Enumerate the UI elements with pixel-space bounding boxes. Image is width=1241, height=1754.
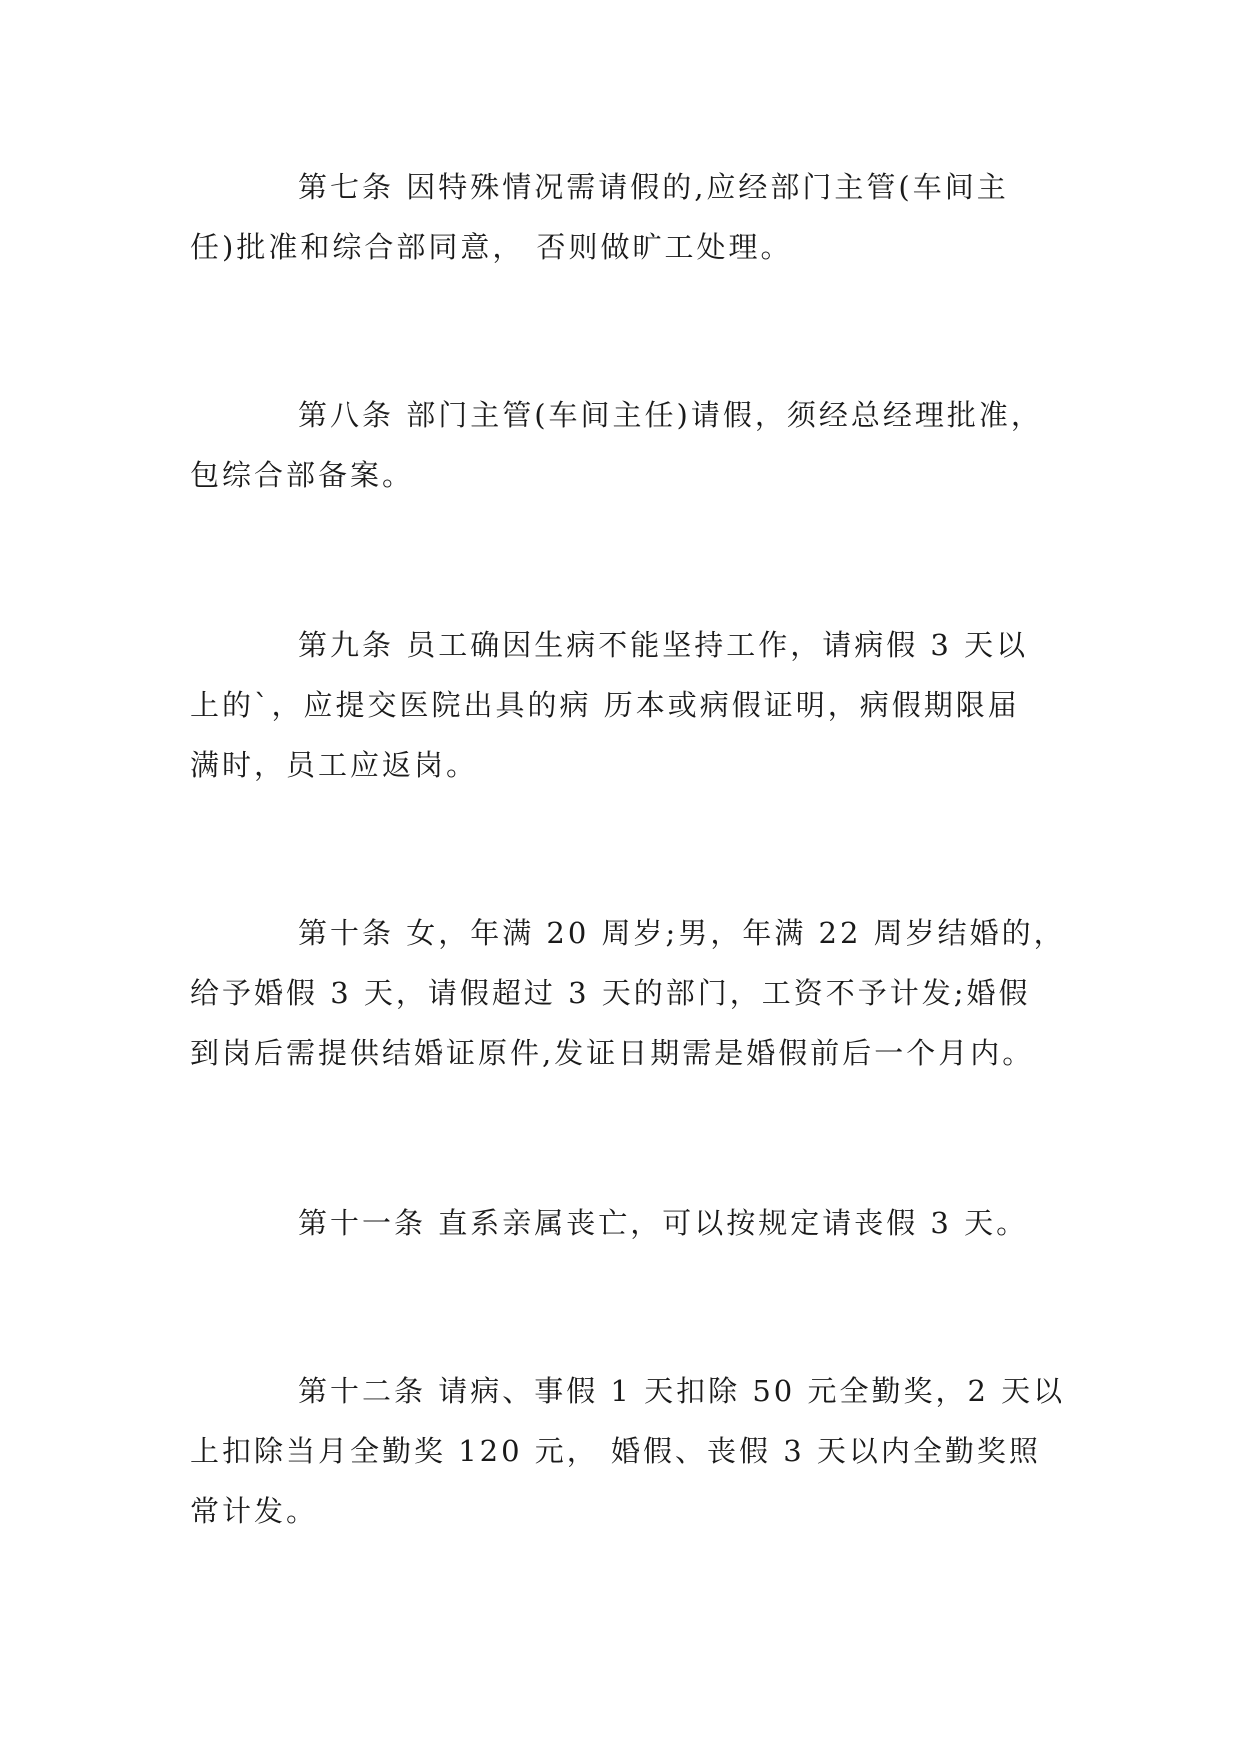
article-7-line-2: 任)批准和综合部同意， 否则做旷工处理。 [190,230,793,264]
article-12-line-2: 上扣除当月全勤奖 120 元， 婚假、丧假 3 天以内全勤奖照 [190,1434,1041,1468]
article-7-line-1: 第七条 因特殊情况需请假的,应经部门主管(车间主 [298,170,1009,204]
article-8-line-2: 包综合部备案。 [190,458,415,492]
article-11-line-1: 第十一条 直系亲属丧亡，可以按规定请丧假 3 天。 [298,1206,1029,1240]
article-9-line-3: 满时，员工应返岗。 [190,748,479,782]
article-12-line-1: 第十二条 请病、事假 1 天扣除 50 元全勤奖，2 天以 [298,1374,1066,1408]
article-10-line-1: 第十条 女，年满 20 周岁;男，年满 22 周岁结婚的， [298,916,1066,950]
article-9-line-2: 上的`，应提交医院出具的病 历本或病假证明，病假期限届 [190,688,1020,722]
article-9-line-1: 第九条 员工确因生病不能坚持工作，请病假 3 天以 [298,628,1029,662]
article-10-line-2: 给予婚假 3 天，请假超过 3 天的部门，工资不予计发;婚假 [190,976,1031,1010]
article-10-line-3: 到岗后需提供结婚证原件,发证日期需是婚假前后一个月内。 [190,1036,1035,1070]
article-8-line-1: 第八条 部门主管(车间主任)请假，须经总经理批准， [298,398,1043,432]
article-12-line-3: 常计发。 [190,1494,319,1528]
